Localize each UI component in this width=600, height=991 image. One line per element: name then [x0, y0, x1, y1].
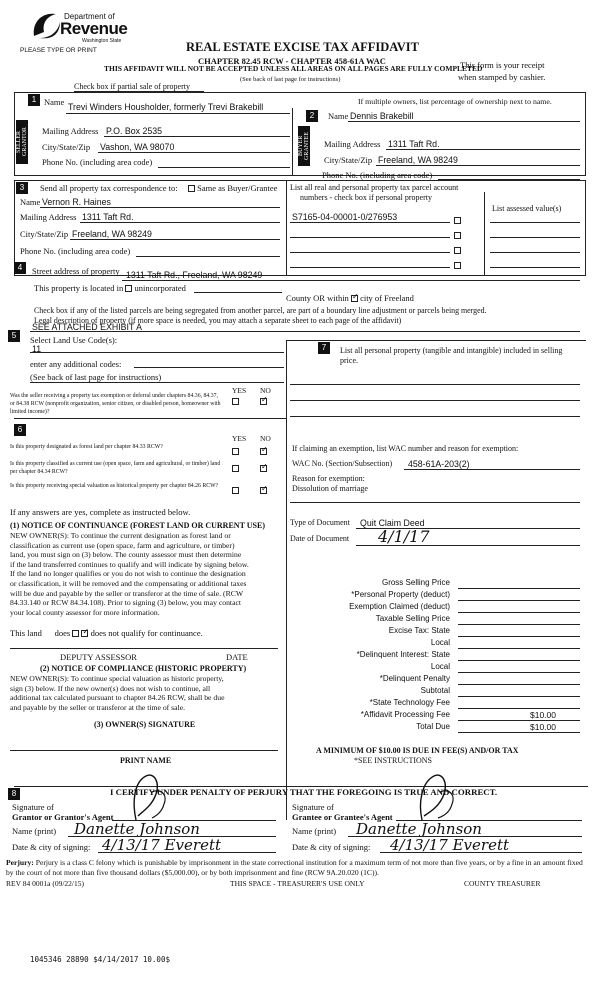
city-of-label: city of Freeland	[360, 293, 414, 303]
same-as-buyer-checkbox[interactable]	[188, 183, 277, 193]
see-back-s5: (See back of last page for instructions)	[30, 372, 162, 382]
fee-table	[300, 578, 590, 738]
located-label: This property is located in	[34, 283, 124, 293]
fee-label: Local	[430, 662, 450, 671]
grantee-signature[interactable]	[404, 772, 470, 822]
grantee-date-city[interactable]: 4/13/17 Everett	[390, 836, 509, 854]
doc-date[interactable]: 4/1/17	[378, 527, 430, 546]
wac-label: WAC No. (Section/Subsection)	[292, 459, 393, 468]
cashier-stamp: 1045346 28890 $4/14/2017 10.00$	[30, 955, 170, 964]
notice1-line: land, you must sign on (3) below. The county assessor must then determine	[10, 550, 242, 560]
seller-name[interactable]: Trevi Winders Housholder, formerly Trevi Brakebill	[68, 102, 264, 112]
s3-name[interactable]: Vernon R. Haines	[42, 197, 111, 207]
legal-description-label: Legal description of property (if more space is needed, you may attach a separate sheet to each page of the affidavit)	[34, 316, 402, 325]
unincorporated-checkbox[interactable]	[125, 285, 132, 292]
print-name-label: PRINT NAME	[120, 756, 172, 765]
grantee-name-print-label: Name (print)	[292, 826, 337, 836]
seller-city-label: City/State/Zip	[42, 142, 91, 152]
notice1-title: (1) NOTICE OF CONTINUANCE (FOREST LAND OR CURRENT USE)	[10, 521, 265, 530]
section-1-num: 1	[28, 94, 40, 106]
fee-label: *Personal Property (deduct)	[351, 590, 450, 599]
personal-property-label1: List all personal property (tangible and intangible) included in selling	[340, 346, 563, 355]
enter-additional-codes: enter any additional codes:	[30, 359, 122, 369]
form-subtitle: CHAPTER 82.45 RCW - CHAPTER 458-61A WAC	[198, 56, 386, 66]
notice2-text	[10, 674, 224, 712]
s3-phone-label: Phone No. (including area code)	[20, 246, 131, 256]
multiple-owners: If multiple owners, list percentage of ownership next to name.	[358, 97, 552, 106]
street-label: Street address of property	[32, 266, 120, 276]
same-as-buyer-label: Same as Buyer/Grantee	[197, 183, 278, 193]
located-in	[34, 283, 186, 293]
parcel-3-checkbox[interactable]	[454, 245, 461, 255]
buyer-name-label: Name	[328, 111, 349, 121]
assessed-values-label: List assessed value(s)	[492, 204, 562, 213]
fee-label: Excise Tax: State	[388, 626, 450, 635]
within-city-checkbox[interactable]	[351, 295, 358, 302]
grantor-date-city-label: Date & city of signing:	[12, 842, 91, 852]
form-title: REAL ESTATE EXCISE TAX AFFIDAVIT	[186, 40, 419, 54]
parcel-1-checkbox[interactable]	[454, 215, 461, 225]
dor-logo	[30, 6, 130, 46]
buyer-mail[interactable]: 1311 Taft Rd.	[388, 139, 440, 149]
doc-type[interactable]: Quit Claim Deed	[360, 518, 425, 528]
doc-type-label: Type of Document	[290, 518, 350, 527]
deputy-date-label: DATE	[226, 652, 248, 662]
fee-label: *Delinquent Interest: State	[356, 650, 450, 659]
select-land-use-label: Select Land Use Code(s):	[30, 335, 118, 345]
fee-label: *Affidavit Processing Fee	[360, 710, 450, 719]
land-use-code[interactable]: 11	[32, 344, 42, 354]
grantee-sig-label: Signature of	[292, 802, 334, 812]
notice2-title: (2) NOTICE OF COMPLIANCE (HISTORIC PROPERTY)	[40, 664, 247, 673]
dept-word: Revenue	[60, 19, 128, 38]
notice1-line: your local county assessor for more information.	[10, 607, 160, 617]
receipt-line1: This form is your receipt	[460, 60, 545, 70]
section-5-num: 5	[8, 330, 20, 342]
q-historic: Is this property receiving special valuation as historical property per chapter 84.26 RCW?	[10, 483, 219, 489]
see-back-header: (See back of last page for instructions)	[240, 76, 341, 83]
grantor-date-city[interactable]: 4/13/17 Everett	[102, 836, 221, 854]
grantor-signature-mark	[116, 772, 186, 822]
q3-yes-checkbox[interactable]	[232, 485, 239, 495]
notice1-line: 84.33.140 or RCW 84.34.108). Prior to signing (3) below, you may contact	[10, 598, 242, 608]
grantee-signature-mark	[404, 772, 470, 822]
section-4-num: 4	[14, 262, 26, 274]
buyer-mail-label: Mailing Address	[324, 139, 381, 149]
personal-property-label2: price.	[340, 356, 358, 365]
notice1-text	[10, 531, 249, 617]
send-correspondence-label: Send all property tax correspondence to:	[40, 183, 178, 193]
section-8-num: 8	[8, 788, 20, 800]
s5-no: NO	[260, 386, 271, 395]
notice1-line: NEW OWNER(S): To continue the current designation as forest land or	[10, 531, 231, 540]
does-not-label: does not qualify for continuance.	[90, 628, 203, 638]
fee-label: Subtotal	[420, 686, 450, 695]
q-current-use: Is this property classified as current use (open space, farm and agricultural, or timber) land per chapter 84.34 RCW?	[10, 461, 221, 475]
reason-label: Reason for exemption:	[292, 474, 365, 483]
receipt-line2: when stamped by cashier.	[458, 72, 546, 82]
seller-mail-label: Mailing Address	[42, 126, 99, 136]
rev-number: REV 84 0001a (09/22/15)	[6, 879, 84, 888]
fee-label: *State Technology Fee	[369, 698, 450, 707]
notice1-line: or classification, it will be removed and the compensating or additional taxes	[10, 578, 247, 588]
s3-name-label: Name	[20, 197, 41, 207]
s5-yes: YES	[232, 386, 247, 395]
fee-label: Local	[430, 638, 450, 647]
reason-exemption[interactable]: Dissolution of marriage	[292, 484, 368, 493]
section-3-num: 3	[16, 182, 28, 194]
buyer-side-label: BUYER GRANTEE	[298, 126, 310, 166]
section-2-num: 2	[306, 110, 318, 122]
fee-label: Total Due	[416, 722, 450, 731]
dor-logo-mark	[30, 8, 64, 42]
section-7-num: 7	[318, 342, 330, 354]
unincorporated-label: unincorporated	[134, 283, 186, 293]
notice2-line: NEW OWNER(S): To continue special valuation as historic property,	[10, 674, 224, 683]
buyer-city-label: City/State/Zip	[324, 155, 373, 165]
does-not-checkbox[interactable]	[81, 630, 88, 637]
fee-value[interactable]: $10.00	[530, 722, 556, 732]
q-forest-land: Is this property designated as forest land per chapter 84.33 RCW?	[10, 444, 163, 450]
seller-city[interactable]: Vashon, WA 98070	[100, 142, 175, 152]
perjury-label: Perjury:	[6, 858, 34, 867]
grantor-signature[interactable]	[116, 772, 186, 822]
fee-label: Exemption Claimed (deduct)	[349, 602, 450, 611]
if-any-yes: If any answers are yes, complete as instructed below.	[10, 507, 191, 517]
deputy-assessor-label: DEPUTY ASSESSOR	[60, 652, 137, 662]
form-warning: THIS AFFIDAVIT WILL NOT BE ACCEPTED UNLESS ALL AREAS ON ALL PAGES ARE FULLY COMPLETED	[104, 64, 483, 73]
seller-phone-label: Phone No. (including area code)	[42, 157, 153, 167]
exemption-question: Was the seller receiving a property tax exemption or deferral under chapters 84.36, 84.37, or 84.38 RCW (nonprofit organization, senior citizen, or disabled person, homeowner with limited income)?	[10, 393, 221, 415]
notice1-line: If the land no longer qualifies or you do not wish to continue the designation	[10, 569, 246, 579]
parcel-list-header1: List all real and personal property tax parcel account	[290, 183, 459, 192]
minimum-fee-note: A MINIMUM OF $10.00 IS DUE IN FEE(S) AND/OR TAX	[316, 746, 519, 755]
notice1-line: will be due and payable by the seller or transferor at the time of sale. (RCW	[10, 588, 244, 598]
see-attached[interactable]: SEE ATTACHED EXHIBIT A	[32, 322, 142, 332]
grantor-name-print-label: Name (print)	[12, 826, 57, 836]
s3-city[interactable]: Freeland, WA 98249	[72, 229, 152, 239]
s3-city-label: City/State/Zip	[20, 229, 69, 239]
s6-no: NO	[260, 434, 271, 443]
perjury-notice	[6, 858, 592, 877]
county-or-within	[286, 293, 414, 303]
certify-statement: I CERTIFY UNDER PENALTY OF PERJURY THAT THE FOREGOING IS TRUE AND CORRECT.	[110, 787, 498, 797]
claiming-exemption-label: If claiming an exemption, list WAC number and reason for exemption:	[292, 444, 519, 453]
buyer-name[interactable]: Dennis Brakebill	[350, 111, 414, 121]
county-treasurer: COUNTY TREASURER	[464, 879, 541, 888]
see-instructions-note: *SEE INSTRUCTIONS	[354, 756, 433, 765]
parcel-number[interactable]: S7165-04-00001-0/276953	[292, 212, 398, 222]
partial-sale[interactable]	[74, 82, 190, 91]
this-land-label: This land	[10, 628, 42, 638]
parcel-list-header2: numbers - check box if personal property	[300, 193, 432, 202]
notice1-line: classification as current use (open space, farm and agriculture, or timber)	[10, 540, 235, 550]
notice2-line: sign (3) below. If the new owner(s) does not wish to continue, all	[10, 683, 211, 693]
perjury-text: Perjury is a class C felony which is punishable by imprisonment in the state correctional institution for a maximum term of not more than five years, or by a fine in an amount fixed by the court of not more than five thousand dollars ($5,000.00), or by both imprisonment and fine (RCW 9A.20.020 (1C)).	[6, 858, 583, 877]
seller-side-label: SELLER GRANTOR	[16, 120, 28, 164]
owner-signature-label: (3) OWNER(S) SIGNATURE	[94, 720, 196, 729]
notice2-line: additional tax calculated pursuant to chapter 84.26 RCW, shall be due	[10, 693, 225, 703]
s3-mail-label: Mailing Address	[20, 212, 77, 222]
does-label: does	[54, 628, 71, 638]
fee-value[interactable]: $10.00	[530, 710, 556, 720]
county-or-label: County OR within	[286, 293, 349, 303]
fee-label: Taxable Selling Price	[375, 614, 450, 623]
grantee-agent-label: Grantee or Grantee's Agent	[292, 812, 393, 822]
segregated-text[interactable]	[34, 306, 487, 315]
buyer-phone-label: Phone No. (including area code)	[322, 170, 433, 180]
q1-no-checkbox[interactable]	[260, 446, 267, 456]
does-checkbox[interactable]	[72, 630, 79, 637]
grantor-sig-label: Signature of	[12, 802, 54, 812]
s3-mail[interactable]: 1311 Taft Rd.	[82, 212, 134, 222]
notice1-line: if the land transferred continues to qualify and will indicate by signing below.	[10, 559, 249, 569]
fee-label: Gross Selling Price	[381, 578, 450, 587]
section-6-num: 6	[14, 424, 26, 436]
grantee-print-name[interactable]: Danette Johnson	[356, 820, 482, 838]
please-type: PLEASE TYPE OR PRINT	[20, 47, 97, 54]
seller-mail[interactable]: P.O. Box 2535	[106, 126, 163, 136]
fee-label: *Delinquent Penalty	[379, 674, 450, 683]
dept-state: Washington State	[82, 38, 122, 44]
buyer-city[interactable]: Freeland, WA 98249	[378, 155, 458, 165]
q2-yes-checkbox[interactable]	[232, 463, 239, 473]
s5-yes-checkbox[interactable]	[232, 396, 239, 406]
q3-no-checkbox[interactable]	[260, 485, 267, 495]
parcel-2-checkbox[interactable]	[454, 230, 461, 240]
street-address[interactable]: 1311 Taft Rd., Freeland, WA 98249	[126, 270, 263, 280]
grantor-agent-label: Grantor or Grantor's Agent	[12, 812, 114, 822]
partial-sale-label: Check box if partial sale of property	[74, 82, 190, 91]
wac-number[interactable]: 458-61A-203(2)	[408, 459, 470, 469]
segregated-checkbox-label: Check box if any of the listed parcels are being segregated from another parcel, are part of a boundary line adjustment or parcels being merged.	[34, 306, 487, 315]
grantee-date-city-label: Date & city of signing:	[292, 842, 371, 852]
continuance-line	[10, 628, 203, 638]
parcel-4-checkbox[interactable]	[454, 260, 461, 270]
treasurer-space: THIS SPACE - TREASURER'S USE ONLY	[230, 879, 365, 888]
doc-date-label: Date of Document	[290, 534, 350, 543]
s6-yes: YES	[232, 434, 247, 443]
q2-no-checkbox[interactable]	[260, 463, 267, 473]
s5-no-checkbox[interactable]	[260, 396, 267, 406]
notice2-line: and payable by the seller or transferor at the time of sale.	[10, 702, 186, 712]
dept-line1: Department of	[64, 12, 115, 21]
seller-name-label: Name	[44, 97, 65, 107]
grantor-print-name[interactable]: Danette Johnson	[74, 820, 200, 838]
q1-yes-checkbox[interactable]	[232, 446, 239, 456]
